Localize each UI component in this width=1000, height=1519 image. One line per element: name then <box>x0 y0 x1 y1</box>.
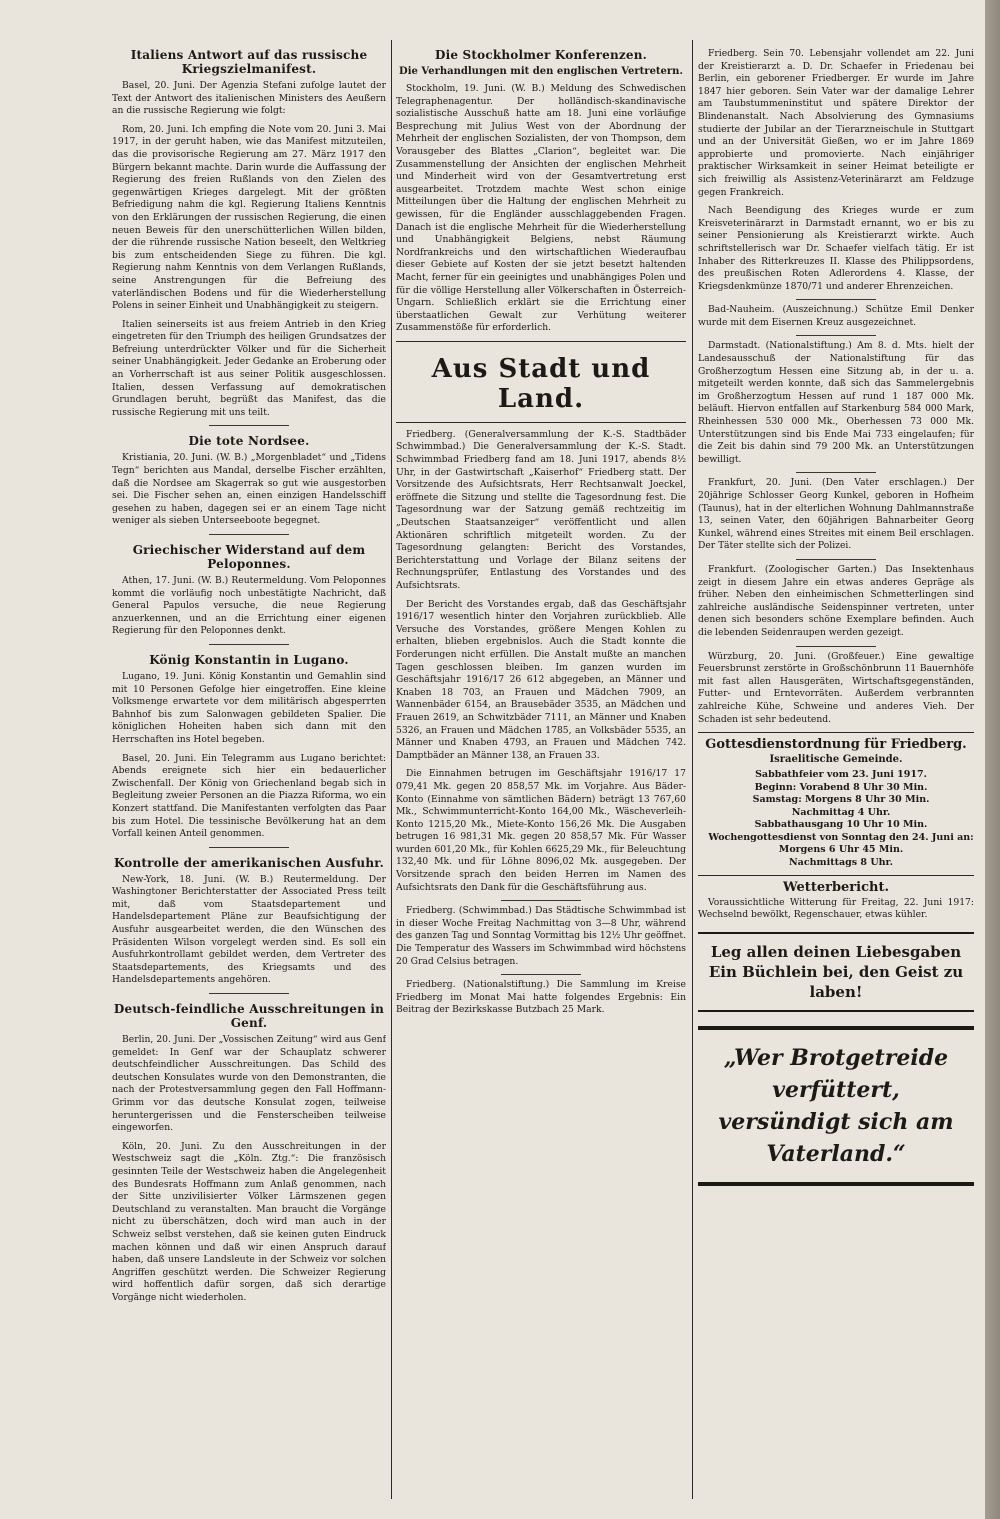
column-3 <box>698 40 974 1499</box>
article-paragraph: Lugano, 19. Juni. König Konstantin und Gemahlin sind mit 10 Personen Gefolge hier eingetroffen. Eine kleine Volksmenge erwartete vor dem militärisch abgesperrten Bahnhof bis zum Salonwagen gebildeten Spalier. Die königlichen Hoheiten haben sich dann mit den Herrschaften ins Hotel begeben. <box>112 670 386 745</box>
gottesdienst-title: Gottesdienstordnung für Friedberg. <box>705 737 967 753</box>
article-paragraph: Nach Beendigung des Krieges wurde er zum Kreisveterinärarzt in Darmstadt ernannt, wo er bis zu seiner Pensionierung als Kreistierarzt wirkte. Auch schriftstellerisch war Dr. Schaefer vielfach tätig. Er ist Inhaber des Ritterkreuzes II. Klasse des Philippsordens, des preußischen Roten Adlerordens 4. Klasse, der Kriegsdenkmünze 1870/71 und anderer Ehrenzeichen. <box>698 205 974 292</box>
article-paragraph: Friedberg. (Generalversammlung der K.-S. Stadtbäder Schwimmbad.) Die Generalversammlung der K.-S. Stadt. Schwimmbad Friedberg fand am 18. Juni 1917, abends 8½ Uhr, in der Gastwirtschaft „Kaiserhof“ Friedberg statt. Der Vorsitzende des Aufsichtsrats, Herr Rechtsanwalt Joeckel, eröffnete die Sitzung und stellte die Tagesordnung fest. Die Tagesordnung war der Satzung gemäß rechtzeitig im „Deutschen Staatsanzeiger“ veröffentlicht und allen Aktionären schriftlich mitgeteilt worden. Zu der Tagesordnung gelangten: Bericht des Vorstandes, Berichterstattung und Vorlage der Bilanz seitens der Rechnungsprüfer, Entlastung des Vorstandes und des Aufsichtsrats. <box>396 428 686 591</box>
separator <box>796 646 876 647</box>
article-paragraph: Italien seinerseits ist aus freiem Antrieb in den Krieg eingetreten für den Triumph des heiligen Grundsatzes der Befreiung unterdrückter Völker und für die Sicherheit seiner Unabhängigkeit. Jeder Gedanke an Eroberung oder an Vorherrschaft ist aus seiner Politik ausgeschlossen. Italien, dessen Verfassung auf demokratischen Grundlagen beruht, begrüßt das Manifest, das die russische Regierung mit uns teilt. <box>112 318 386 418</box>
article-title-italy: Italiens Antwort auf das russische Kriegszielmanifest. <box>130 48 368 76</box>
article-paragraph: Stockholm, 19. Juni. (W. B.) Meldung des Schwedischen Telegraphenagentur. Der holländisch-skandinavische sozialistische Ausschuß hatte am 18. Juni eine vorläufige Besprechung mit Julius West von der Abordnung der Mehrheit der englischen Sozialisten, der von Thompson, dem Vorausgeber des Blattes „Clarion“, begleitet war. Die Zusammenstellung der Ansichten der englischen Mehrheit und Minderheit wird von der Gesamtvertretung erst ausgearbeitet. Trotzdem machte West schon einige Mitteilungen über die Haltung der englischen Mehrheit zu gewissen, für die Engländer ausschlaggebenden Fragen. Danach ist die englische Mehrheit für die Wiederherstellung und Unabhängigkeit Belgiens, nebst Räumung Nordfrankreichs und den wirtschaftlichen Wiederaufbau dieser Gebiete auf Kosten der sie jetzt besetzt haltenden Macht, ferner für ein geeinigtes und unabhängiges Polen und für die völlige Herstellung aller Völkerschaften in Österreich-Ungarn. Schließlich erklärt sie die Errichtung einer überstaatlichen Gewalt zur Verhütung weiterer Zusammenstöße für erforderlich. <box>396 83 686 334</box>
article-paragraph: Bad-Nauheim. (Auszeichnung.) Schütze Emil Denker wurde mit dem Eisernen Kreuz ausgezeichnet. <box>698 304 974 328</box>
gottesdienst-subtitle: Israelitische Gemeinde. <box>769 753 903 765</box>
article-paragraph: Basel, 20. Juni. Ein Telegramm aus Lugano berichtet: Abends ereignete sich hier ein bedauerlicher Zwischenfall. Der König von Griechenland begab sich in Begleitung zweier Personen an die Piazza Riforma, wo ein Konzert stattfand. Die Manifestanten verfolgten das Paar bis zum Hotel. Die tessinische Bevölkerung hat an dem Vorfall keinen Anteil genommen. <box>112 752 386 840</box>
separator <box>209 993 289 994</box>
article-paragraph: Köln, 20. Juni. Zu den Ausschreitungen in der Westschweiz sagt die „Köln. Ztg.“: Die französisch gesinnten Teile der Westschweiz haben die Angelegenheit des Bundesrats Hoffmann zum Anlaß genommen, nach der Sitte unzivilisierter Völker Lärmszenen gegen Deutschland zu veranstalten. Man braucht die Vorgänge nicht zu überschätzen, doch wird man auch in der Schweiz selbst verstehen, daß sie keinen guten Eindruck machen können und daß wir einen Anspruch darauf haben, daß unsere Landsleute in der Schweiz vor solchen Angriffen geschützt werden. Die Schweizer Regierung wird hoffentlich dafür sorgen, daß sich derartige Vorgänge nicht wiederholen. <box>112 1140 386 1303</box>
service-line: Samstag: Morgens 8 Uhr 30 Min. <box>752 794 930 806</box>
service-line: Sabbathausgang 10 Uhr 10 Min. <box>754 819 928 831</box>
article-title-konstantin: König Konstantin in Lugano. <box>149 652 349 667</box>
article-paragraph: Die Einnahmen betrugen im Geschäftsjahr 1916/17 17 079,41 Mk. gegen 20 858,57 Mk. im Vorjahre. Aus Bäder-Konto (Einnahme von sämtlichen Bädern) beträgt 13 767,60 Mk., Schwimmunterricht-Konto 164,00 Mk., Wäscheverleih-Konto 1215,20 Mk., Miete-Konto 156,26 Mk. Die Ausgaben betrugen 16 981,31 Mk. gegen 20 858,57 Mk. Für Wasser wurden 601,20 Mk., für Kohlen 6625,29 Mk., für Beleuchtung 132,40 Mk. und für Löhne 8096,02 Mk. ausgegeben. Der Vorsitzende sprach den beiden Herren im Namen des Aufsichtsrats den Dank für die Geschäftsführung aus. <box>396 768 686 893</box>
separator <box>501 974 581 975</box>
advertisement-liebesgaben <box>698 932 974 1012</box>
article-paragraph: Rom, 20. Juni. Ich empfing die Note vom 20. Juni 3. Mai 1917, in der geruht haben, wie das Manifest mitzuteilen, das die provisorische Regierung am 27. März 1917 den Bürgern bekannt machte. Darin wurde die Auffassung der Regierung des freien Rußlands von den Zielen des gegenwärtigen Krieges dargelegt. Mit der größten Befriedigung nahm die kgl. Regierung Italiens Kenntnis von den Erklärungen der russischen Regierung, die einen neuen Beweis für den unerschütterlichen Willen bilden, der die rührende russische Nation beseelt, den Weltkrieg bis zum entscheidenden Siege zu führen. Die kgl. Regierung nahm Kenntnis von dem Verlangen Rußlands, seine Anstrengungen für die Befreiung des vaterländischen Bodens und für die Wiederherstellung Polens in seiner Einheit und Unabhängigkeit zu steigern. <box>112 123 386 312</box>
separator <box>796 299 876 300</box>
advertisement-brotgetreide <box>698 1026 974 1186</box>
separator <box>209 425 289 426</box>
separator <box>209 644 289 645</box>
service-line: Wochengottesdienst von Sonntag den 24. Juni an: <box>708 831 974 843</box>
article-title-nordsee: Die tote Nordsee. <box>188 434 310 449</box>
service-line: Nachmittags 8 Uhr. <box>789 856 893 868</box>
column-rule-2 <box>692 40 693 1499</box>
article-title-amerika: Kontrolle der amerikanischen Ausfuhr. <box>113 855 385 870</box>
section-rule <box>396 422 686 423</box>
service-line: Nachmittag 4 Uhr. <box>791 806 891 818</box>
article-title-genf: Deutsch-feindliche Ausschreitungen in Genf. <box>113 1002 385 1031</box>
article-paragraph: New-York, 18. Juni. (W. B.) Reutermeldung. Der Washingtoner Berichterstatter der Associated Press teilt mit, daß vom Staatsdepartement und Handelsdepartement Pläne zur Beaufsichtigung der Ausfuhr ausgearbeitet werden, die den Wünschen des Präsidenten Wilson vorgelegt werden sind. Es soll ein Ausfuhrkontrollamt gebildet werden, dem Vertreter des Staatsdepartements, des Kriegsamts und des Handelsdepartements angehören. <box>112 873 386 986</box>
article-paragraph: Würzburg, 20. Juni. (Großfeuer.) Eine gewaltige Feuersbrunst zerstörte in Großschönbrunn 11 Bauernhöfe mit fast allen Hausgeräten, Wirtschaftsgegenständen, Futter- und Erntevorräten. Außerdem verbrannten zahlreiche Kühe, Schweine und anderes Vieh. Der Schaden ist sehr bedeutend. <box>698 650 974 725</box>
ad-line: „Wer Brotgetreide verfüttert, <box>723 1045 949 1104</box>
separator <box>796 472 876 473</box>
service-line: Morgens 6 Uhr 45 Min. <box>778 844 904 856</box>
adjacent-page-edge <box>985 0 1000 1519</box>
article-paragraph: Friedberg. Sein 70. Lebensjahr vollendet am 22. Juni der Kreistierarzt a. D. Dr. Schaefer in Friedenau bei Berlin, ein geborener Friedberger. Er wurde im Jahre 1847 hier geboren. Sein Vater war der damalige Lehrer am Taubstummeninstitut und spätere Direktor der Blindenanstalt. Nach Absolvierung des Gymnasiums studierte der Jubilar an der Tierarzneischule in Stuttgart und an der Universität Gießen, wo er im Jahre 1869 approbierte und promovierte. Nach einjähriger praktischer Wirksamkeit in seiner Heimat beteiligte er sich freiwillig als Assistenz-Veterinärarzt am Feldzuge gegen Frankreich. <box>698 48 974 198</box>
separator <box>796 335 876 336</box>
column-1 <box>112 40 386 1499</box>
column-rule-1 <box>391 40 392 1499</box>
separator <box>209 847 289 848</box>
article-paragraph: Der Bericht des Vorstandes ergab, daß das Geschäftsjahr 1916/17 wesentlich hinter den Vorjahren zurückblieb. Alle Versuche des Vorstandes, größere Mengen Kohlen zu erhalten, blieben ergebnislos. Auch die Stadt konnte die Forderungen nicht erfüllen. Die Anstalt mußte an manchen Tagen geschlossen bleiben. Im ganzen wurden im Geschäftsjahr 1916/17 26 612 abgegeben, an Männer und Knaben 18 703, an Frauen und Mädchen 7909, an Wannenbäder 6154, an Brausebäder 3535, an Mädchen und Frauen 2619, an Schwitzbäder 7111, an Männer und Knaben 5326, an Frauen und Mädchen 1785, an Volksbäder 5535, an Männer und Knaben 4793, an Frauen und Mädchen 742. Damptbäder an Männer 138, an Frauen 33. <box>396 598 686 761</box>
separator <box>796 559 876 560</box>
ad-line: Leg allen deinen Liebesgaben <box>710 943 962 962</box>
article-paragraph: Frankfurt. (Zoologischer Garten.) Das Insektenhaus zeigt in diesem Jahre ein etwas anderes Gepräge als früher. Neben den einheimischen Schmetterlingen sind zahlreiche ausländische Seidenspinner vertreten, unter denen sich besonders schöne Exemplare befinden. Auch die lebenden Seidenraupen werden gezeigt. <box>698 563 974 638</box>
article-paragraph: Basel, 20. Juni. Der Agenzia Stefani zufolge lautet der Text der Antwort des italienischen Ministers des Aeußern an die russische Regierung wie folgt: <box>112 80 386 117</box>
article-paragraph: Friedberg. (Schwimmbad.) Das Städtische Schwimmbad ist in dieser Woche Freitag Nachmittag von 3—8 Uhr, während des ganzen Tag und Sonntag Vormittag bis 12½ Uhr geöffnet. Die Temperatur des Wassers im Schwimmbad wird höchstens 20 Grad Celsius betragen. <box>396 905 686 967</box>
article-paragraph: Berlin, 20. Juni. Der „Vossischen Zeitung“ wird aus Genf gemeldet: In Genf war der Schauplatz schwerer deutschfeindlicher Ausschreitungen. Das Schild des deutschen Konsulates wurde von den Demonstranten, die nach der Protestversammlung gegen den Fall Hoffmann-Grimm vor das deutsche Konsulat zogen, teilweise heruntergerissen und die Fensterscheiben teilweise eingeworfen. <box>112 1034 386 1134</box>
section-title-stadt-und-land: Aus Stadt und Land. <box>431 353 651 414</box>
section-rule <box>698 875 974 876</box>
article-paragraph: Athen, 17. Juni. (W. B.) Reutermeldung. Vom Peloponnes kommt die vorläufig noch unbestätigte Nachricht, daß General Papulos versuche, die neue Regierung anzuerkennen, und an die Errichtung einer eigenen Regierung für den Peloponnes denkt. <box>112 575 386 637</box>
article-subtitle-stockholm: Die Verhandlungen mit den englischen Vertretern. <box>399 66 683 77</box>
article-paragraph: Friedberg. (Nationalstiftung.) Die Sammlung im Kreise Friedberg im Monat Mai hatte folgendes Ergebnis: Ein Beitrag der Bezirkskasse Butzbach 25 Mark. <box>396 979 686 1016</box>
ad-line: Ein Büchlein bei, den Geist zu laben! <box>708 963 964 1002</box>
service-line: Sabbathfeier vom 23. Juni 1917. <box>755 769 927 781</box>
article-paragraph: Darmstadt. (Nationalstiftung.) Am 8. d. Mts. hielt der Landesausschuß der Nationalstiftung für das Großherzogtum Hessen eine Sitzung ab, in der u. a. mitgeteilt werden konnte, daß sich das Sammelergebnis im Großherzogtum Hessen auf rund 1 187 000 Mk. beläuft. Hiervon entfallen auf Starkenburg 584 000 Mark, Rheinhessen 530 000 Mk., Oberhessen 73 000 Mk. Unterstützungen sind bis Ende Mai 733 eingelaufen; für die Zeit bis dahin sind 79 200 Mk. an Unterstützungen bewilligt. <box>698 340 974 465</box>
article-paragraph: Kristiania, 20. Juni. (W. B.) „Morgenbladet“ und „Tidens Tegn“ berichten aus Mandal, derselbe Fischer erzählten, daß die Nordsee am Skagerrak so gut wie ausgestorben sei. Die Fischer sehen an, einen einzigen Handelsschiff gesehen zu haben, dagegen sei er an einem Tage nicht weniger als sieben Unterseeboote begegnet. <box>112 452 386 527</box>
separator <box>209 534 289 535</box>
article-paragraph: Frankfurt, 20. Juni. (Den Vater erschlagen.) Der 20jährige Schlosser Georg Kunkel, geboren in Hofheim (Taunus), hat in der elterlichen Wohnung Dahlmannstraße 13, seinen Vater, den 60jährigen Bahnarbeiter Georg Kunkel, während eines Streites mit einem Beil erschlagen. Der Täter stellte sich der Polizei. <box>698 477 974 552</box>
service-line: Beginn: Vorabend 8 Uhr 30 Min. <box>754 781 928 793</box>
article-title-greece: Griechischer Widerstand auf dem Peloponnes. <box>132 543 366 571</box>
ad-line: versündigt sich am Vaterland.“ <box>718 1109 954 1168</box>
section-rule <box>698 732 974 733</box>
column-2 <box>396 40 686 1499</box>
section-rule <box>396 341 686 342</box>
separator <box>501 900 581 901</box>
article-title-stockholm: Die Stockholmer Konferenzen. <box>434 48 648 62</box>
article-paragraph: Voraussichtliche Witterung für Freitag, 22. Juni 1917: Wechselnd bewölkt, Regenschauer, etwas kühler. <box>698 896 974 921</box>
wetter-title: Wetterbericht. <box>783 880 889 896</box>
